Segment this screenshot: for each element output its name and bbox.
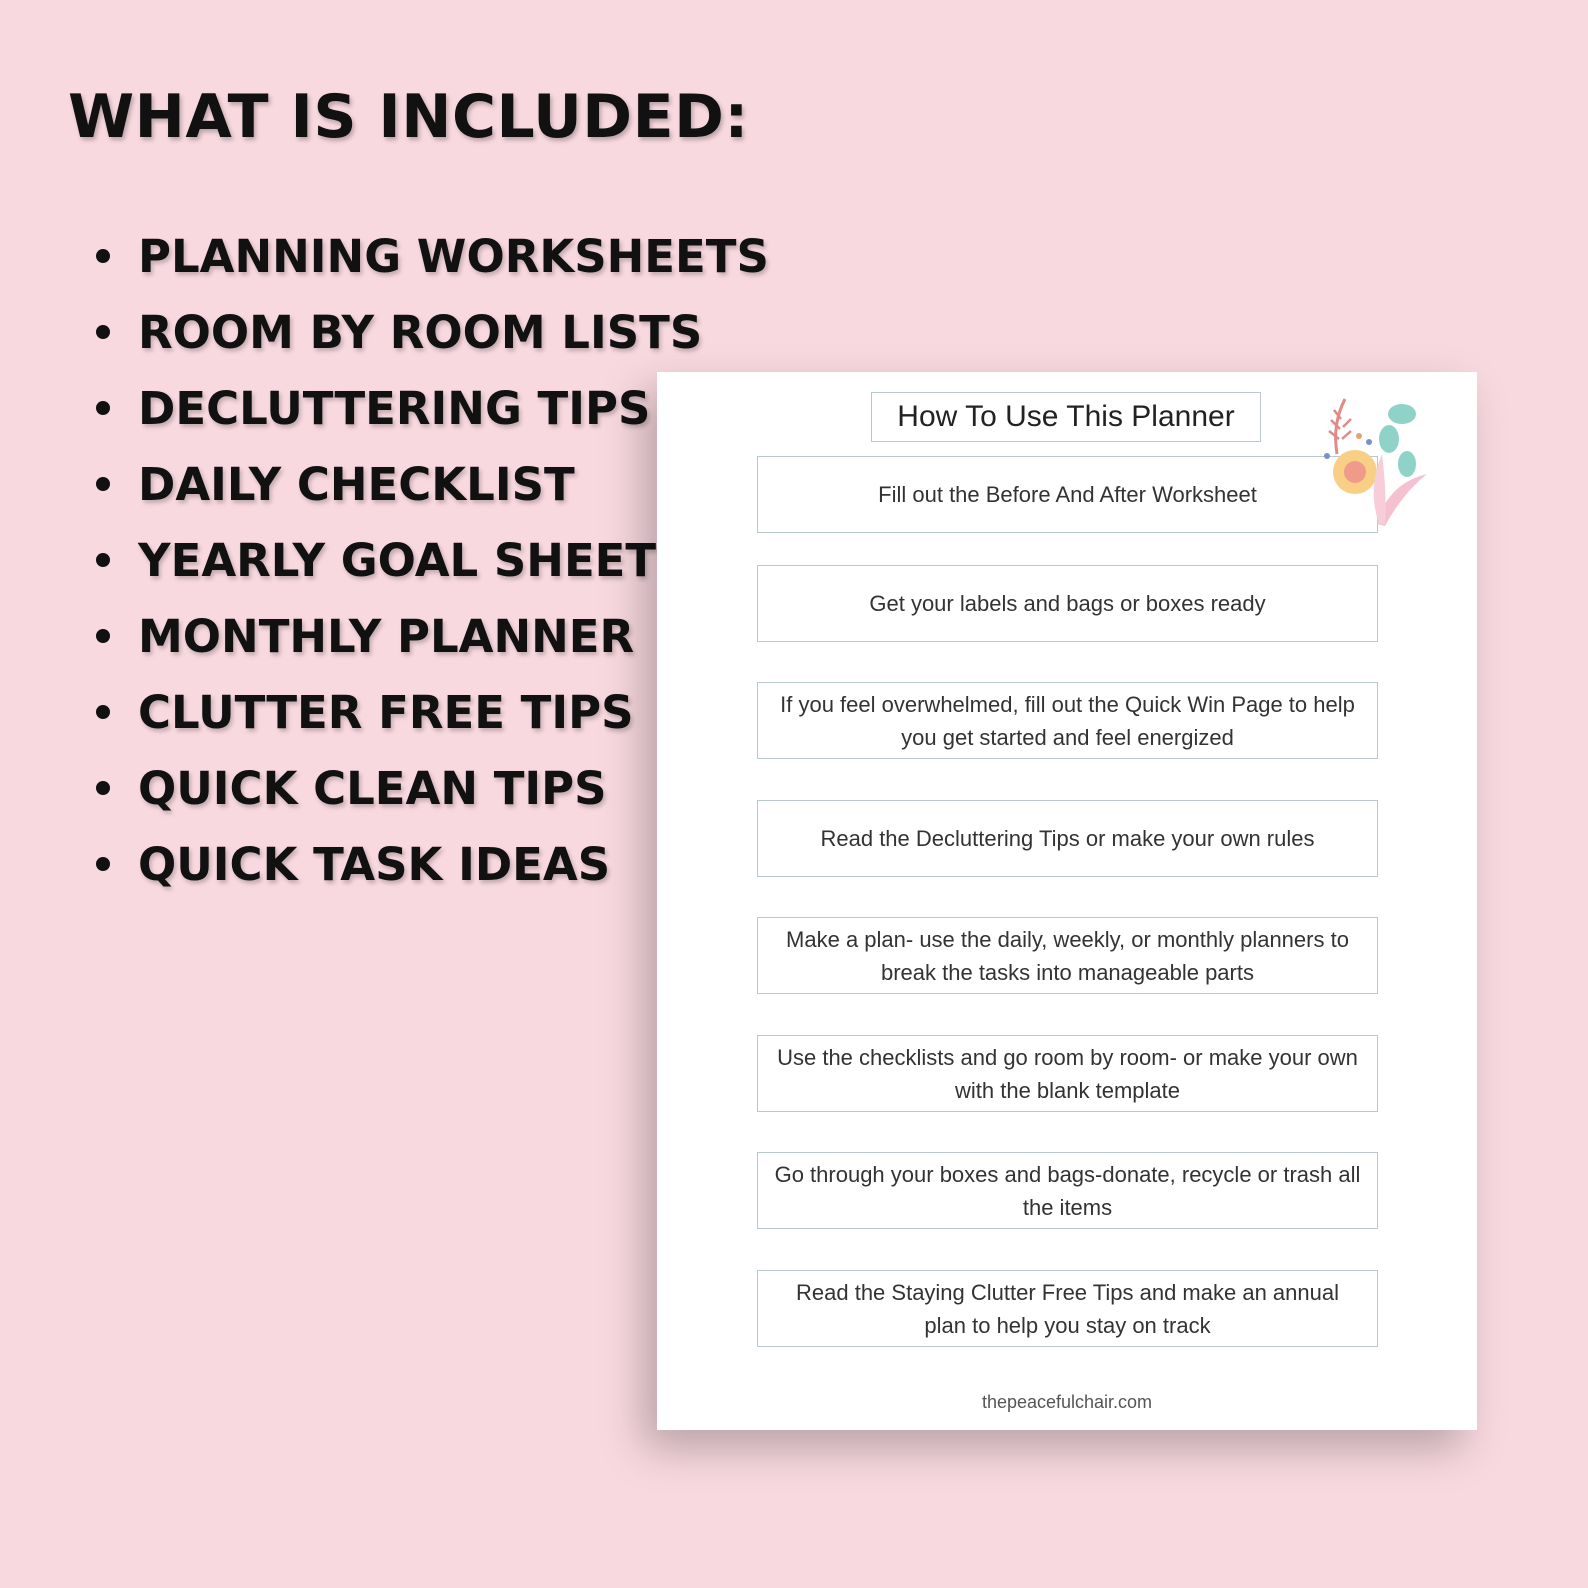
list-item: YEARLY GOAL SHEET <box>96 522 769 598</box>
bullet-icon <box>96 705 110 719</box>
bullet-icon <box>96 553 110 567</box>
list-item: DAILY CHECKLIST <box>96 446 769 522</box>
bullet-icon <box>96 781 110 795</box>
list-item: PLANNING WORKSHEETS <box>96 218 769 294</box>
bullet-icon <box>96 401 110 415</box>
step-box: Fill out the Before And After Worksheet <box>757 456 1378 533</box>
step-box: If you feel overwhelmed, fill out the Quick Win Page to help you get started and feel energized <box>757 682 1378 759</box>
list-item: CLUTTER FREE TIPS <box>96 674 769 750</box>
bullet-icon <box>96 477 110 491</box>
planner-title: How To Use This Planner <box>871 392 1261 442</box>
step-box: Get your labels and bags or boxes ready <box>757 565 1378 642</box>
step-box: Make a plan- use the daily, weekly, or monthly planners to break the tasks into manageable parts <box>757 917 1378 994</box>
step-box: Read the Decluttering Tips or make your own rules <box>757 800 1378 877</box>
bullet-icon <box>96 857 110 871</box>
footer-url: thepeacefulchair.com <box>981 1392 1153 1412</box>
list-item: MONTHLY PLANNER <box>96 598 769 674</box>
list-item: QUICK CLEAN TIPS <box>96 750 769 826</box>
list-item: ROOM BY ROOM LISTS <box>96 294 769 370</box>
step-box: Read the Staying Clutter Free Tips and make an annual plan to help you stay on track <box>757 1270 1378 1347</box>
headline: WHAT IS INCLUDED: <box>68 82 749 152</box>
step-box: Go through your boxes and bags-donate, recycle or trash all the items <box>757 1152 1378 1229</box>
floral-decoration-icon <box>1307 394 1437 529</box>
list-item: QUICK TASK IDEAS <box>96 826 769 902</box>
bullet-icon <box>96 249 110 263</box>
bullet-icon <box>96 325 110 339</box>
bullet-icon <box>96 629 110 643</box>
planner-page <box>657 372 1477 1430</box>
list-item: DECLUTTERING TIPS <box>96 370 769 446</box>
step-box: Use the checklists and go room by room- or make your own with the blank template <box>757 1035 1378 1112</box>
